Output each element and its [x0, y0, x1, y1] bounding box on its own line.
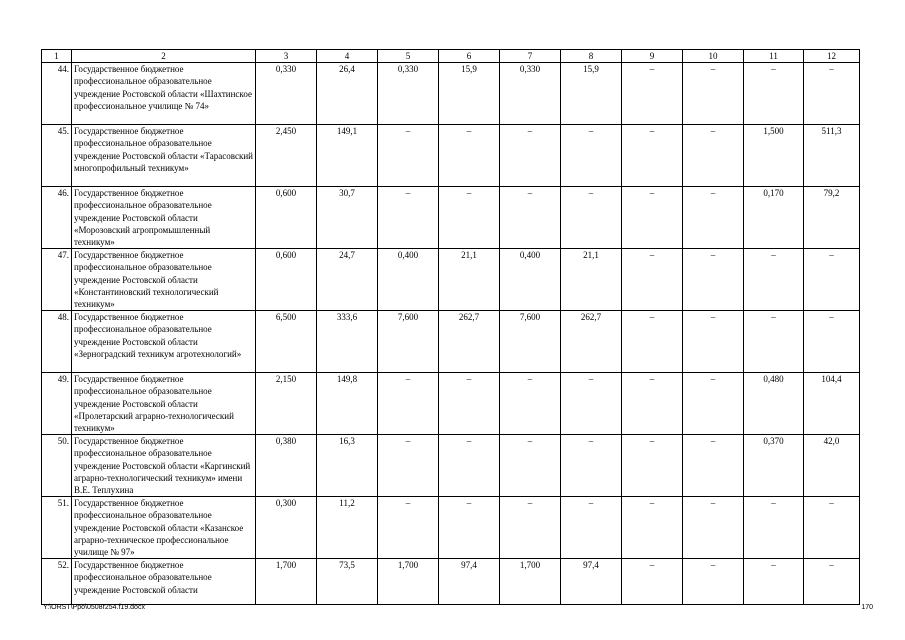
value-cell: –: [439, 187, 500, 249]
value-cell: 30,7: [317, 187, 378, 249]
table-row: [42, 311, 860, 373]
value-cell: 262,7: [561, 311, 622, 373]
value-cell: –: [378, 497, 439, 559]
value-cell: 333,6: [317, 311, 378, 373]
institution-name: Государственное бюджетное профессиональное образовательное учреждение Ростовской области «Морозовский агропромышленный техникум»: [72, 187, 256, 249]
institution-name: Государственное бюджетное профессиональное образовательное учреждение Ростовской области «Тарасовский многопрофильный техникум»: [72, 125, 256, 187]
value-cell: –: [622, 373, 683, 435]
row-number: 50.: [42, 435, 72, 497]
value-cell: –: [378, 373, 439, 435]
value-cell: 2,150: [256, 373, 317, 435]
value-cell: 15,9: [561, 63, 622, 125]
value-cell: –: [744, 311, 804, 373]
column-header: 5: [378, 50, 439, 63]
value-cell: –: [378, 187, 439, 249]
value-cell: 21,1: [439, 249, 500, 311]
table-row: [42, 63, 860, 125]
value-cell: 104,4: [804, 373, 860, 435]
value-cell: –: [804, 559, 860, 605]
value-cell: 16,3: [317, 435, 378, 497]
value-cell: –: [622, 497, 683, 559]
value-cell: –: [804, 311, 860, 373]
value-cell: –: [378, 125, 439, 187]
value-cell: –: [804, 63, 860, 125]
value-cell: 79,2: [804, 187, 860, 249]
value-cell: –: [439, 125, 500, 187]
value-cell: –: [561, 187, 622, 249]
value-cell: 7,600: [378, 311, 439, 373]
value-cell: 2,450: [256, 125, 317, 187]
value-cell: –: [683, 311, 744, 373]
row-number: 51.: [42, 497, 72, 559]
value-cell: –: [561, 435, 622, 497]
column-header: 12: [804, 50, 860, 63]
row-number: 49.: [42, 373, 72, 435]
value-cell: –: [622, 63, 683, 125]
table-row: [42, 373, 860, 435]
column-header: 11: [744, 50, 804, 63]
value-cell: 0,300: [256, 497, 317, 559]
value-cell: 42,0: [804, 435, 860, 497]
institution-name: Государственное бюджетное профессиональное образовательное учреждение Ростовской области «Казанское аграрно-техническое профессиональное училище № 97»: [72, 497, 256, 559]
value-cell: 511,3: [804, 125, 860, 187]
row-number: 44.: [42, 63, 72, 125]
value-cell: 149,8: [317, 373, 378, 435]
value-cell: –: [622, 125, 683, 187]
value-cell: –: [439, 497, 500, 559]
value-cell: –: [439, 435, 500, 497]
data-table: [41, 49, 860, 605]
value-cell: –: [561, 125, 622, 187]
row-number: 45.: [42, 125, 72, 187]
column-header: 2: [72, 50, 256, 63]
value-cell: –: [744, 249, 804, 311]
row-number: 47.: [42, 249, 72, 311]
table-row: [42, 559, 860, 605]
value-cell: –: [804, 497, 860, 559]
column-header: 10: [683, 50, 744, 63]
value-cell: 0,400: [500, 249, 561, 311]
value-cell: –: [500, 497, 561, 559]
value-cell: 0,370: [744, 435, 804, 497]
header-row: [42, 50, 860, 63]
value-cell: 0,330: [500, 63, 561, 125]
value-cell: 0,330: [378, 63, 439, 125]
table-row: [42, 435, 860, 497]
value-cell: –: [744, 497, 804, 559]
value-cell: –: [622, 559, 683, 605]
value-cell: –: [561, 497, 622, 559]
value-cell: –: [683, 559, 744, 605]
value-cell: 15,9: [439, 63, 500, 125]
value-cell: 1,500: [744, 125, 804, 187]
table-row: [42, 249, 860, 311]
column-header: 1: [42, 50, 72, 63]
value-cell: 26,4: [317, 63, 378, 125]
column-header: 6: [439, 50, 500, 63]
table-header: [42, 50, 860, 63]
page-number: 170: [861, 604, 873, 611]
value-cell: –: [683, 63, 744, 125]
value-cell: 262,7: [439, 311, 500, 373]
value-cell: –: [500, 125, 561, 187]
value-cell: 21,1: [561, 249, 622, 311]
value-cell: –: [500, 187, 561, 249]
value-cell: –: [561, 373, 622, 435]
value-cell: 11,2: [317, 497, 378, 559]
value-cell: 1,700: [256, 559, 317, 605]
value-cell: –: [622, 249, 683, 311]
value-cell: 1,700: [378, 559, 439, 605]
row-number: 52.: [42, 559, 72, 605]
institution-name: Государственное бюджетное профессиональное образовательное учреждение Ростовской области «Пролетарский аграрно-технологический техникум»: [72, 373, 256, 435]
value-cell: 0,600: [256, 249, 317, 311]
value-cell: 73,5: [317, 559, 378, 605]
value-cell: 7,600: [500, 311, 561, 373]
value-cell: 149,1: [317, 125, 378, 187]
value-cell: 24,7: [317, 249, 378, 311]
value-cell: 97,4: [561, 559, 622, 605]
value-cell: –: [378, 435, 439, 497]
value-cell: 97,4: [439, 559, 500, 605]
value-cell: –: [683, 435, 744, 497]
value-cell: –: [683, 187, 744, 249]
value-cell: –: [744, 63, 804, 125]
table-row: [42, 497, 860, 559]
column-header: 9: [622, 50, 683, 63]
value-cell: –: [683, 249, 744, 311]
value-cell: –: [500, 373, 561, 435]
value-cell: 1,700: [500, 559, 561, 605]
value-cell: –: [683, 373, 744, 435]
value-cell: 6,500: [256, 311, 317, 373]
value-cell: 0,170: [744, 187, 804, 249]
column-header: 8: [561, 50, 622, 63]
file-path: Y:\ORST\Ppo\0508r254.f19.docx: [43, 604, 145, 611]
column-header: 3: [256, 50, 317, 63]
value-cell: –: [622, 187, 683, 249]
institution-name: Государственное бюджетное профессиональное образовательное учреждение Ростовской области «Зерноградский техникум агротехнологий»: [72, 311, 256, 373]
table-body: [42, 63, 860, 605]
table-row: [42, 125, 860, 187]
value-cell: –: [683, 125, 744, 187]
value-cell: –: [744, 559, 804, 605]
column-header: 7: [500, 50, 561, 63]
value-cell: 0,330: [256, 63, 317, 125]
row-number: 46.: [42, 187, 72, 249]
value-cell: 0,600: [256, 187, 317, 249]
value-cell: –: [622, 311, 683, 373]
institution-name: Государственное бюджетное профессиональное образовательное учреждение Ростовской области: [72, 559, 256, 605]
value-cell: –: [804, 249, 860, 311]
value-cell: 0,400: [378, 249, 439, 311]
institution-name: Государственное бюджетное профессиональное образовательное учреждение Ростовской области «Шахтинское профессиональное училище № 74»: [72, 63, 256, 125]
institution-name: Государственное бюджетное профессиональное образовательное учреждение Ростовской области «Каргинский аграрно-технологический техникум» имени В.Е. Теплухина: [72, 435, 256, 497]
value-cell: –: [683, 497, 744, 559]
value-cell: –: [439, 373, 500, 435]
column-header: 4: [317, 50, 378, 63]
value-cell: 0,480: [744, 373, 804, 435]
value-cell: 0,380: [256, 435, 317, 497]
institution-name: Государственное бюджетное профессиональное образовательное учреждение Ростовской области «Константиновский технологический техникум»: [72, 249, 256, 311]
row-number: 48.: [42, 311, 72, 373]
table-row: [42, 187, 860, 249]
value-cell: –: [500, 435, 561, 497]
value-cell: –: [622, 435, 683, 497]
